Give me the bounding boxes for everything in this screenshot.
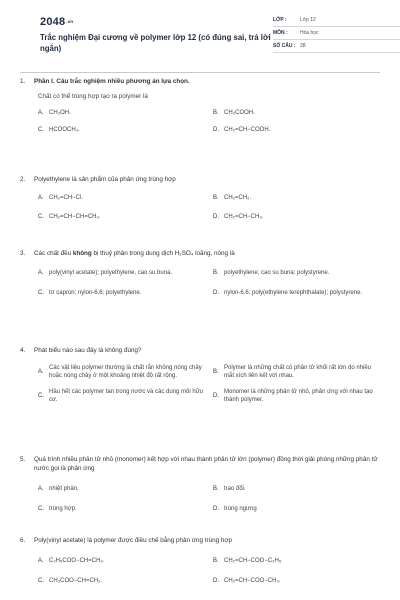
option-letter: D. (213, 126, 219, 133)
option-text: trùng hợp. (49, 505, 77, 512)
option-letter: D. (213, 578, 219, 585)
option-d[interactable] (213, 503, 380, 515)
question-stem: Poly(vinyl acetate) là polymer được điều chế bằng phản ứng trùng hợp (34, 537, 233, 544)
question-number: 2. (20, 176, 26, 183)
site-logo[interactable] (40, 15, 73, 30)
option-b[interactable] (213, 483, 380, 495)
option-letter: A. (38, 270, 44, 277)
option-a[interactable] (38, 193, 205, 205)
option-d[interactable] (213, 576, 380, 588)
option-b[interactable] (213, 268, 380, 280)
option-text: CH₂=CH−CH₃. (224, 214, 264, 221)
option-letter: D. (213, 392, 219, 399)
meta-value: Hóa học (300, 29, 319, 36)
option-text: C₂H₅COO−CH=CH₂. (49, 558, 105, 565)
meta-row-subject (273, 27, 400, 40)
meta-row-class (273, 14, 400, 27)
option-letter: D. (213, 290, 219, 297)
question-number: 1. (20, 78, 26, 85)
option-letter: C. (38, 290, 44, 297)
option-text: CH₃OH. (49, 109, 71, 116)
option-c[interactable] (38, 124, 205, 136)
option-text: HCOOCH₃. (49, 126, 80, 133)
option-text: nylon-6,6; poly(ethylene terephthalate); polystyrene. (224, 290, 363, 297)
option-letter: A. (38, 558, 44, 565)
option-letter: C. (38, 126, 44, 133)
options-grid (20, 193, 380, 224)
section-heading: Phần I. Câu trắc nghiệm nhiều phương án lựa chọn. (34, 78, 190, 85)
option-letter: B. (213, 195, 219, 202)
option-b[interactable] (213, 556, 380, 568)
option-c[interactable] (38, 576, 205, 588)
option-b[interactable] (213, 364, 380, 380)
option-letter: D. (213, 505, 219, 512)
option-c[interactable] (38, 212, 205, 224)
option-a[interactable] (38, 556, 205, 568)
option-text: tơ capron; nylon-6,6; polyethylene. (49, 290, 142, 297)
options-grid (20, 107, 380, 136)
question-number: 4. (20, 347, 26, 354)
option-letter: B. (213, 109, 219, 116)
options-grid (20, 268, 380, 300)
option-text: poly(vinyl acetate); polyethylene, cao su buna. (49, 270, 173, 277)
option-a[interactable] (38, 364, 205, 380)
option-text: CH₃COO−CH=CH₂. (49, 578, 103, 585)
option-b[interactable] (213, 193, 380, 205)
option-text: Polymer là những chất có phân tử khối rất lớn do nhiều mắt xích liên kết với nhau. (224, 364, 372, 379)
option-letter: A. (38, 368, 44, 375)
option-c[interactable] (38, 503, 205, 515)
option-text: nhiệt phân. (49, 485, 79, 492)
option-letter: B. (213, 270, 219, 277)
option-a[interactable] (38, 483, 205, 495)
meta-row-count (273, 40, 400, 53)
option-a[interactable] (38, 268, 205, 280)
question-5 (20, 456, 380, 515)
question-stem: Quá trình nhiều phân tử nhỏ (monomer) kết hợp với nhau thành phân tử lớn (polymer) đồng thời giải phóng những phân tử nước gọi là phản ứng (34, 456, 378, 472)
options-grid (20, 483, 380, 515)
question-6 (20, 537, 380, 588)
stem-part: bị thuỷ phân trong dung dịch H₂SO₄ loãng, nóng là (91, 250, 235, 257)
option-letter: C. (38, 505, 44, 512)
option-d[interactable] (213, 388, 380, 404)
question-number: 3. (20, 250, 26, 257)
document-header (20, 0, 380, 72)
options-grid (20, 364, 380, 404)
meta-table (273, 14, 400, 53)
options-grid (20, 556, 380, 588)
stem-part: Các chất đều (34, 250, 73, 257)
option-letter: A. (38, 485, 44, 492)
question-stem: Chất có thể trùng hợp tạo ra polymer là (38, 92, 148, 100)
question-2 (20, 176, 380, 224)
option-letter: B. (213, 485, 219, 492)
logo-sub: .vn (66, 19, 74, 25)
option-text: CH₂=CH−COO−CH₃. (224, 578, 281, 585)
option-d[interactable] (213, 124, 380, 136)
option-letter: D. (213, 214, 219, 221)
question-stem (34, 250, 380, 259)
option-text: trao đổi. (224, 485, 246, 492)
option-text: CH₂=CH₂. (224, 195, 252, 202)
option-text: CH₂=CH−CH=CH₂. (49, 214, 101, 221)
question-stem: Phát biểu nào sau đây là không đúng? (34, 347, 142, 354)
option-b[interactable] (213, 107, 380, 119)
meta-label: MÔN : (273, 29, 288, 36)
option-c[interactable] (38, 388, 205, 404)
meta-label: SỐ CÂU : (273, 42, 296, 49)
option-c[interactable] (38, 288, 205, 300)
meta-value: Lớp 12 (300, 16, 316, 23)
option-a[interactable] (38, 107, 205, 119)
question-stem: Polyethylene là sản phẩm của phản ứng trùng hợp (34, 176, 176, 183)
document-title: Trắc nghiệm Đại cương về polymer lớp 12 (có đúng sai, trả lời ngắn) (40, 33, 271, 53)
option-text: CH₂=CH−Cl. (49, 195, 84, 202)
option-text: trùng ngưng (224, 505, 257, 512)
option-text: Monomer là những phân tử nhỏ, phản ứng với nhau tạo thành polymer. (224, 388, 373, 403)
option-letter: C. (38, 392, 44, 399)
option-letter: C. (38, 214, 44, 221)
option-d[interactable] (213, 212, 380, 224)
option-text: CH₂=CH−COO−C₂H₅ (224, 558, 282, 565)
option-letter: A. (38, 109, 44, 116)
option-letter: B. (213, 368, 219, 375)
option-d[interactable] (213, 288, 380, 300)
header-divider (20, 72, 380, 73)
question-4 (20, 347, 380, 404)
meta-value: 28 (300, 42, 306, 49)
option-text: polyethylene; cao su buna; polystyrene. (224, 270, 330, 277)
question-1 (20, 78, 380, 136)
option-letter: B. (213, 558, 219, 565)
logo-main: 2048 (40, 16, 66, 28)
question-number: 5. (20, 456, 26, 463)
question-number: 6. (20, 537, 26, 544)
option-text: Hầu hết các polymer tan trong nước và các dung môi hữu cơ. (49, 388, 204, 403)
option-letter: A. (38, 195, 44, 202)
option-text: Các vật liệu polymer thường là chất rắn không nóng chảy hoặc nóng chảy ở một khoảng nhiệt độ rất rộng. (49, 364, 202, 379)
question-3 (20, 250, 380, 300)
option-text: CH₃COOH. (224, 109, 255, 116)
meta-label: LỚP : (273, 16, 287, 23)
option-text: CH₂=CH−COOH. (224, 126, 271, 133)
stem-emphasis: không (72, 250, 92, 257)
option-letter: C. (38, 578, 44, 585)
